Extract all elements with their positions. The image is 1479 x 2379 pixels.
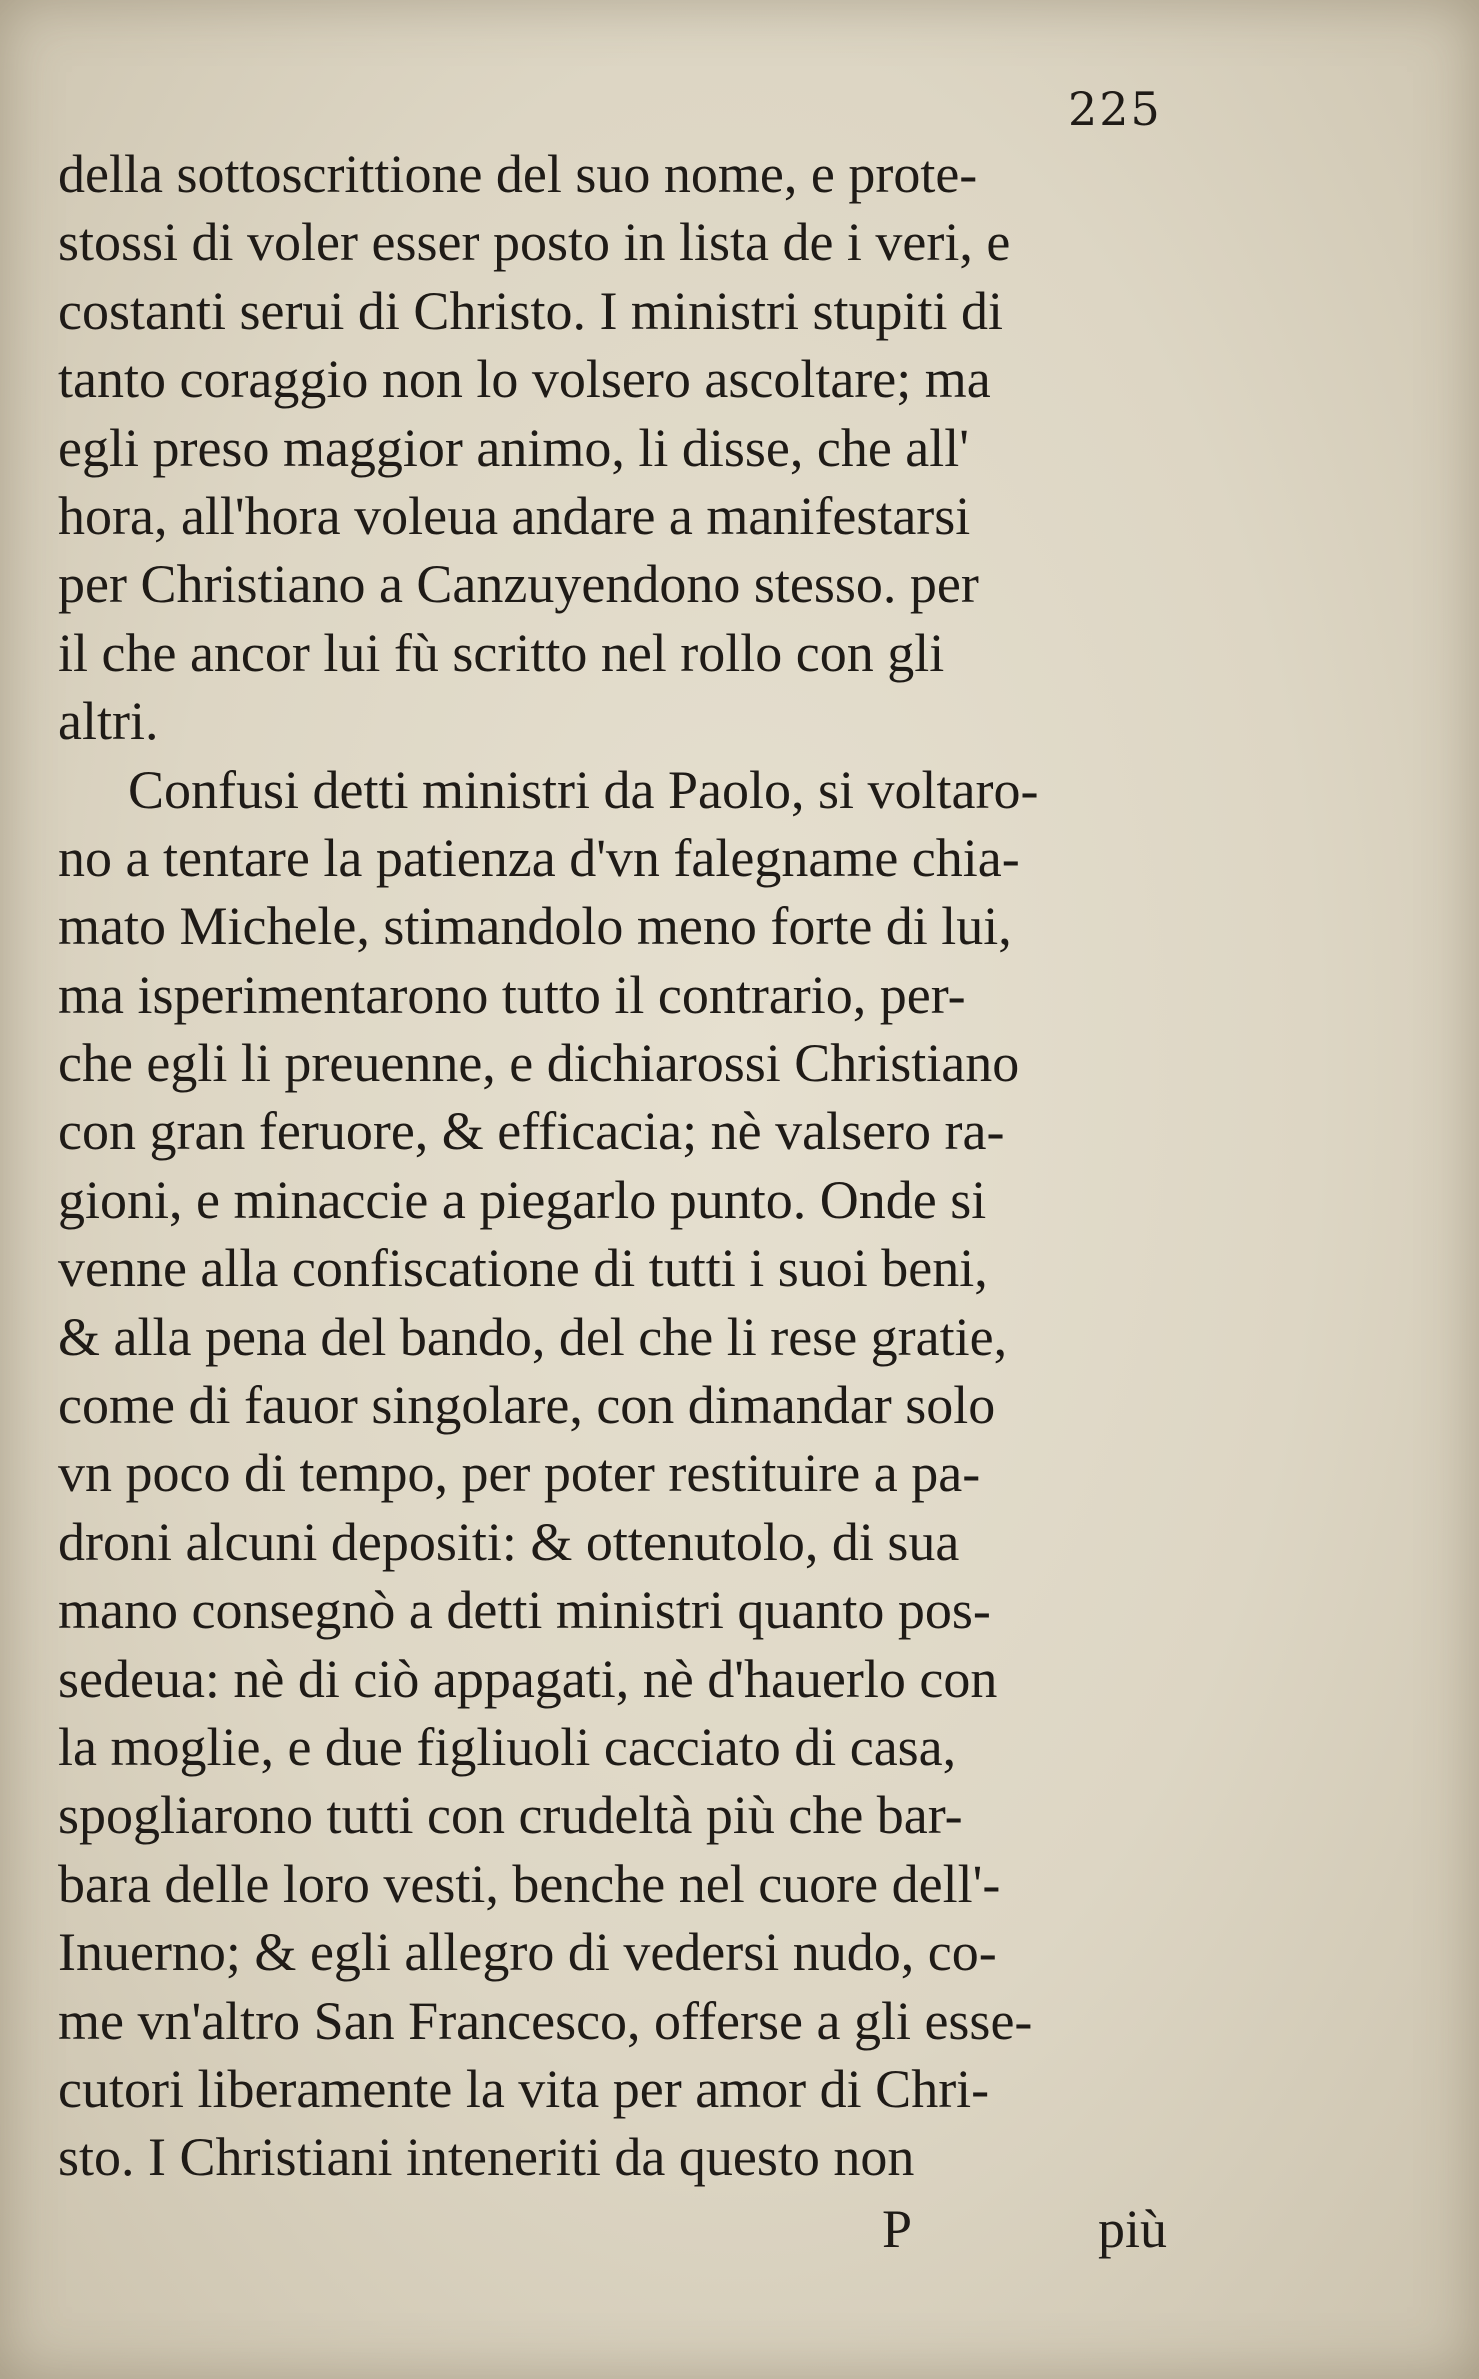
- text-line: droni alcuni depositi: & ottenutolo, di sua: [58, 1511, 960, 1572]
- text-line: venne alla confiscatione di tutti i suoi beni,: [58, 1238, 988, 1299]
- text-line: altri.: [58, 691, 159, 752]
- text-line: la moglie, e due figliuoli cacciato di casa,: [58, 1716, 957, 1777]
- text-line: per Christiano a Canzuyendono stesso. per: [58, 554, 979, 615]
- text-line: con gran feruore, & efficacia; nè valsero ra-: [58, 1101, 1005, 1162]
- text-line: stossi di voler esser posto in lista de i veri, e: [58, 212, 1011, 273]
- catchword: più: [1098, 2199, 1168, 2259]
- text-line: il che ancor lui fù scritto nel rollo con gli: [58, 622, 945, 683]
- body-text: [58, 140, 1258, 2192]
- text-line: che egli li preuenne, e dichiarossi Christiano: [58, 1033, 1020, 1094]
- text-line: ma isperimentarono tutto il contrario, per-: [58, 964, 966, 1025]
- text-line: come di fauor singolare, con dimandar solo: [58, 1375, 996, 1436]
- text-line: costanti serui di Christo. I ministri stupiti di: [58, 280, 1003, 341]
- text-line: me vn'altro San Francesco, offerse a gli esse-: [58, 1990, 1033, 2051]
- text-line: Inuerno; & egli allegro di vedersi nudo, co-: [58, 1922, 997, 1983]
- text-line: egli preso maggior animo, li disse, che all': [58, 417, 970, 478]
- paragraph-start-line: Confusi detti ministri da Paolo, si voltaro-: [128, 759, 1039, 820]
- page-number: 225: [1068, 82, 1162, 136]
- text-line: cutori liberamente la vita per amor di Chri-: [58, 2058, 990, 2119]
- text-line: sto. I Christiani inteneriti da questo non: [58, 2127, 915, 2188]
- text-line: hora, all'hora voleua andare a manifestarsi: [58, 485, 971, 546]
- text-line: vn poco di tempo, per poter restituire a pa-: [58, 1443, 981, 1504]
- text-line: mato Michele, stimandolo meno forte di lui,: [58, 896, 1012, 957]
- text-line: gioni, e minaccie a piegarlo punto. Onde si: [58, 1169, 987, 1230]
- text-line: no a tentare la patienza d'vn falegname chia-: [58, 827, 1020, 888]
- text-line: bara delle loro vesti, benche nel cuore dell'-: [58, 1853, 1001, 1914]
- text-line: mano consegnò a detti ministri quanto pos-: [58, 1580, 991, 1641]
- text-line: sedeua: nè di ciò appagati, nè d'hauerlo con: [58, 1648, 998, 1709]
- text-line: tanto coraggio non lo volsero ascoltare; ma: [58, 349, 991, 410]
- text-line: spogliarono tutti con crudeltà più che bar-: [58, 1785, 963, 1846]
- text-line: della sottoscrittione del suo nome, e prote-: [58, 144, 978, 204]
- page-footer: [0, 2198, 1479, 2268]
- text-line: & alla pena del bando, del che li rese gratie,: [58, 1306, 1008, 1367]
- signature-mark: P: [882, 2199, 913, 2259]
